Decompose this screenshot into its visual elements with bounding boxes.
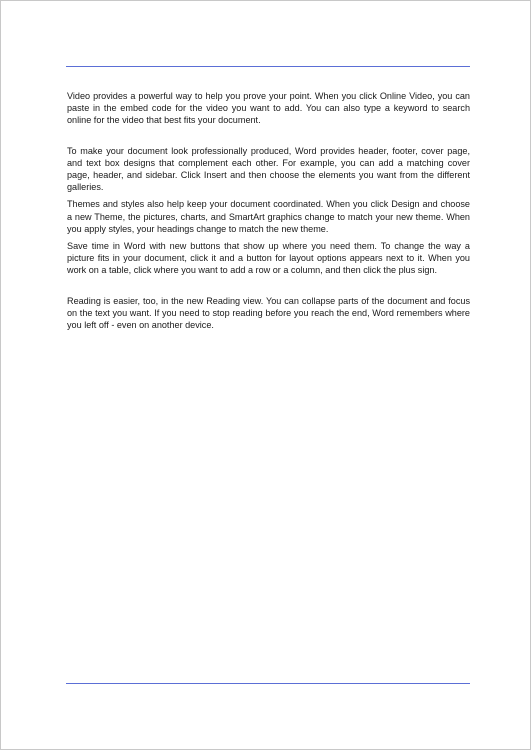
header-divider <box>66 66 470 67</box>
paragraph-1: Video provides a powerful way to help you prove your point. When you click Online Video, you can paste in the embed code for the video you want to add. You can also type a keyword to search online for the video that best fits your document. <box>67 91 470 126</box>
document-body[interactable] <box>67 90 470 331</box>
paragraph-5: Reading is easier, too, in the new Reading view. You can collapse parts of the document and focus on the text you want. If you need to stop reading before you reach the end, Word remembers where you left off - even on another device. <box>67 295 470 331</box>
footer-divider <box>66 683 470 684</box>
paragraph-4: Save time in Word with new buttons that show up where you need them. To change the way a picture fits in your document, click it and a button for layout options appears next to it. When you work on a table, click where you want to add a row or a column, and then click the plus sign. <box>67 241 470 276</box>
paragraph-3: Themes and styles also help keep your document coordinated. When you click Design and choose a new Theme, the pictures, charts, and SmartArt graphics change to match your new theme. When you apply styles, your headings change to match the new theme. <box>67 199 470 234</box>
paragraph-2: To make your document look professionally produced, Word provides header, footer, cover page, and text box designs that complement each other. For example, you can add a matching cover page, header, and sidebar. Click Insert and then choose the elements you want from the different galleries. <box>67 145 470 193</box>
